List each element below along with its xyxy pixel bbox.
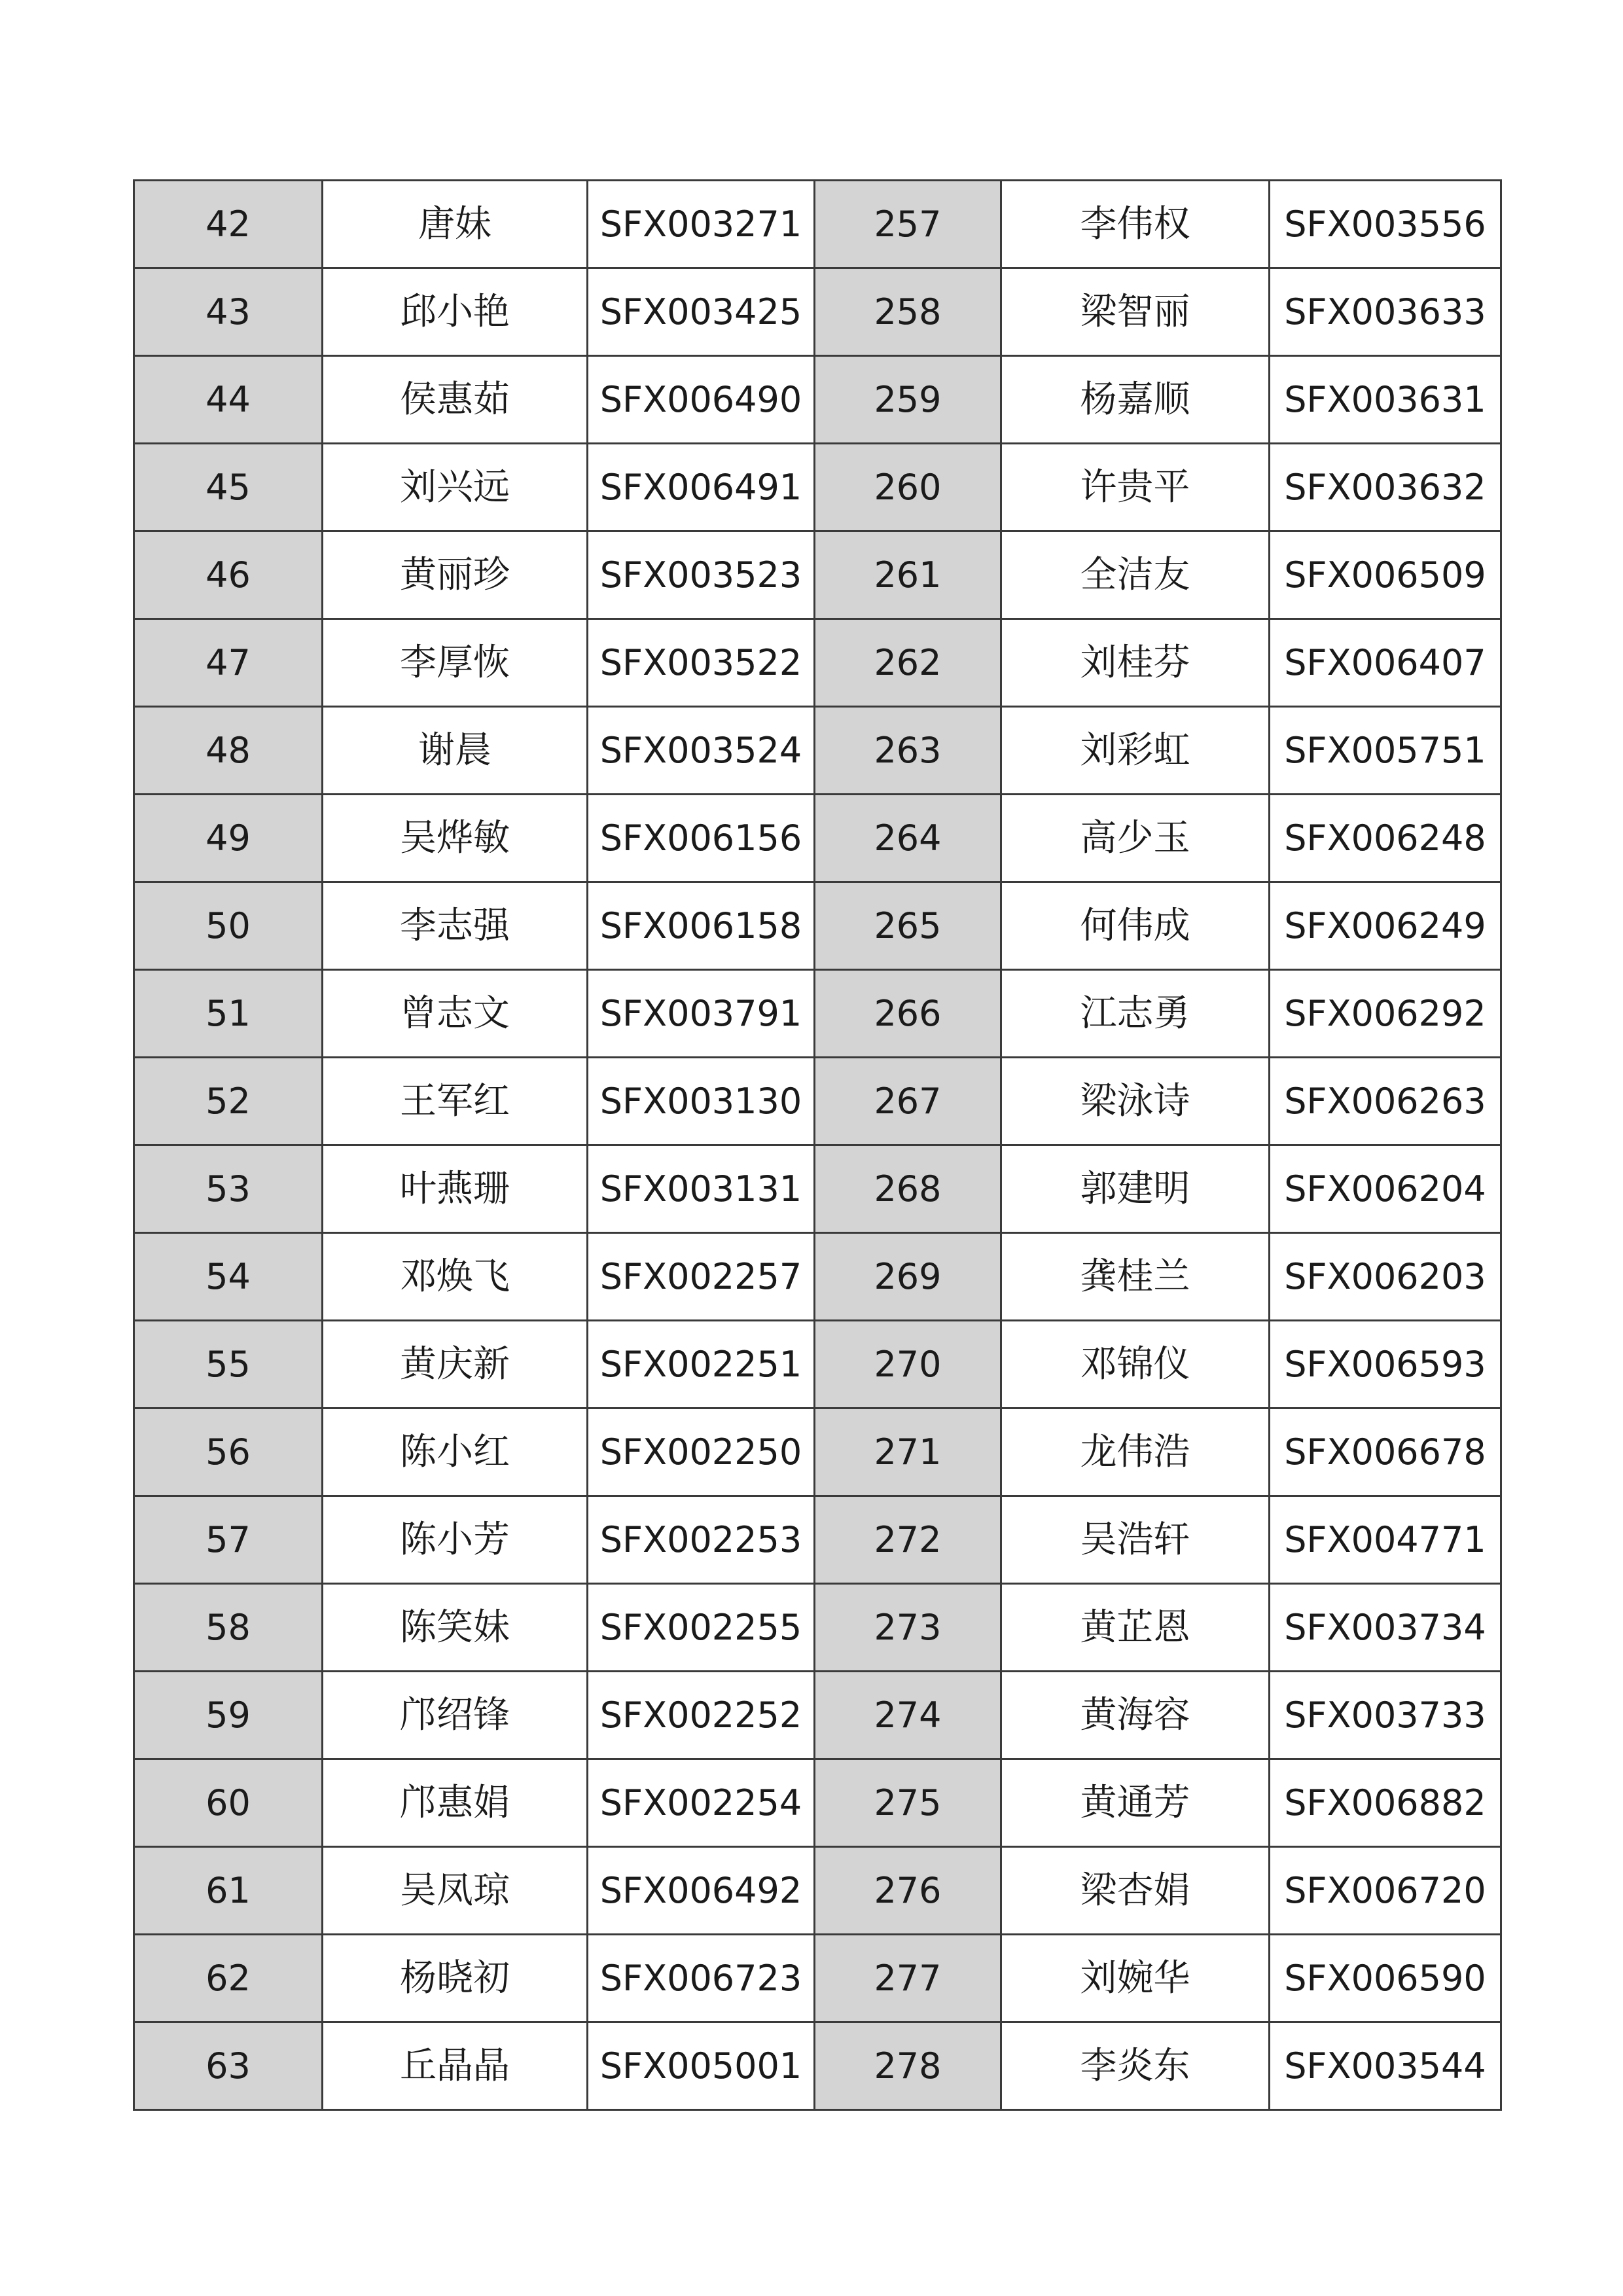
- table-row: [134, 1759, 1501, 1847]
- member-code-cell: SFX003522: [588, 619, 815, 707]
- serial-number-cell: 43: [134, 268, 323, 356]
- person-name-cell: 黄通芳: [1001, 1759, 1270, 1847]
- person-name-cell: 杨嘉顺: [1001, 356, 1270, 444]
- member-code-cell: SFX002253: [588, 1496, 815, 1584]
- person-name-cell: 全洁友: [1001, 531, 1270, 619]
- table-row: [134, 1935, 1501, 2022]
- member-code-cell: SFX006678: [1270, 1408, 1501, 1496]
- member-code-cell: SFX006203: [1270, 1233, 1501, 1321]
- serial-number-cell: 61: [134, 1847, 323, 1935]
- member-code-cell: SFX006292: [1270, 970, 1501, 1058]
- person-name-cell: 梁泳诗: [1001, 1058, 1270, 1145]
- member-code-cell: SFX002250: [588, 1408, 815, 1496]
- member-code-cell: SFX003632: [1270, 444, 1501, 531]
- person-name-cell: 刘桂芬: [1001, 619, 1270, 707]
- serial-number-cell: 267: [815, 1058, 1001, 1145]
- member-code-cell: SFX003734: [1270, 1584, 1501, 1672]
- member-code-cell: SFX006720: [1270, 1847, 1501, 1935]
- table-row: [134, 2022, 1501, 2110]
- serial-number-cell: 275: [815, 1759, 1001, 1847]
- serial-number-cell: 58: [134, 1584, 323, 1672]
- serial-number-cell: 45: [134, 444, 323, 531]
- person-name-cell: 王军红: [323, 1058, 588, 1145]
- person-name-cell: 黄庆新: [323, 1321, 588, 1408]
- person-name-cell: 龚桂兰: [1001, 1233, 1270, 1321]
- person-name-cell: 唐妹: [323, 181, 588, 268]
- table-row: [134, 882, 1501, 970]
- table-row: [134, 1321, 1501, 1408]
- member-code-cell: SFX006407: [1270, 619, 1501, 707]
- serial-number-cell: 268: [815, 1145, 1001, 1233]
- member-code-cell: SFX002257: [588, 1233, 815, 1321]
- roster-table: [133, 179, 1502, 2111]
- member-code-cell: SFX006248: [1270, 795, 1501, 882]
- person-name-cell: 黄丽珍: [323, 531, 588, 619]
- member-code-cell: SFX005751: [1270, 707, 1501, 795]
- member-code-cell: SFX006249: [1270, 882, 1501, 970]
- table-row: [134, 1584, 1501, 1672]
- table-row: [134, 707, 1501, 795]
- member-code-cell: SFX003631: [1270, 356, 1501, 444]
- serial-number-cell: 277: [815, 1935, 1001, 2022]
- member-code-cell: SFX003791: [588, 970, 815, 1058]
- person-name-cell: 江志勇: [1001, 970, 1270, 1058]
- member-code-cell: SFX003524: [588, 707, 815, 795]
- person-name-cell: 陈小芳: [323, 1496, 588, 1584]
- person-name-cell: 李炎东: [1001, 2022, 1270, 2110]
- serial-number-cell: 265: [815, 882, 1001, 970]
- serial-number-cell: 48: [134, 707, 323, 795]
- member-code-cell: SFX006723: [588, 1935, 815, 2022]
- serial-number-cell: 276: [815, 1847, 1001, 1935]
- serial-number-cell: 259: [815, 356, 1001, 444]
- person-name-cell: 邱小艳: [323, 268, 588, 356]
- member-code-cell: SFX006204: [1270, 1145, 1501, 1233]
- table-row: [134, 1145, 1501, 1233]
- member-code-cell: SFX003733: [1270, 1672, 1501, 1759]
- roster-table-body: [134, 181, 1501, 2110]
- serial-number-cell: 266: [815, 970, 1001, 1058]
- person-name-cell: 高少玉: [1001, 795, 1270, 882]
- table-row: [134, 1408, 1501, 1496]
- serial-number-cell: 44: [134, 356, 323, 444]
- person-name-cell: 刘兴远: [323, 444, 588, 531]
- member-code-cell: SFX003425: [588, 268, 815, 356]
- person-name-cell: 吴凤琼: [323, 1847, 588, 1935]
- person-name-cell: 邓锦仪: [1001, 1321, 1270, 1408]
- member-code-cell: SFX006593: [1270, 1321, 1501, 1408]
- person-name-cell: 侯惠茹: [323, 356, 588, 444]
- serial-number-cell: 57: [134, 1496, 323, 1584]
- table-row: [134, 795, 1501, 882]
- person-name-cell: 曾志文: [323, 970, 588, 1058]
- person-name-cell: 邓焕飞: [323, 1233, 588, 1321]
- serial-number-cell: 63: [134, 2022, 323, 2110]
- person-name-cell: 李伟权: [1001, 181, 1270, 268]
- table-row: [134, 1058, 1501, 1145]
- serial-number-cell: 50: [134, 882, 323, 970]
- serial-number-cell: 274: [815, 1672, 1001, 1759]
- person-name-cell: 杨晓初: [323, 1935, 588, 2022]
- serial-number-cell: 270: [815, 1321, 1001, 1408]
- person-name-cell: 许贵平: [1001, 444, 1270, 531]
- person-name-cell: 梁智丽: [1001, 268, 1270, 356]
- person-name-cell: 何伟成: [1001, 882, 1270, 970]
- serial-number-cell: 261: [815, 531, 1001, 619]
- person-name-cell: 陈笑妹: [323, 1584, 588, 1672]
- serial-number-cell: 260: [815, 444, 1001, 531]
- member-code-cell: SFX003523: [588, 531, 815, 619]
- person-name-cell: 黄海容: [1001, 1672, 1270, 1759]
- serial-number-cell: 60: [134, 1759, 323, 1847]
- serial-number-cell: 62: [134, 1935, 323, 2022]
- person-name-cell: 叶燕珊: [323, 1145, 588, 1233]
- member-code-cell: SFX006492: [588, 1847, 815, 1935]
- serial-number-cell: 271: [815, 1408, 1001, 1496]
- serial-number-cell: 53: [134, 1145, 323, 1233]
- person-name-cell: 梁杏娟: [1001, 1847, 1270, 1935]
- table-row: [134, 1496, 1501, 1584]
- member-code-cell: SFX006491: [588, 444, 815, 531]
- table-row: [134, 619, 1501, 707]
- person-name-cell: 邝绍锋: [323, 1672, 588, 1759]
- member-code-cell: SFX006882: [1270, 1759, 1501, 1847]
- person-name-cell: 陈小红: [323, 1408, 588, 1496]
- serial-number-cell: 269: [815, 1233, 1001, 1321]
- table-row: [134, 1847, 1501, 1935]
- person-name-cell: 吴烨敏: [323, 795, 588, 882]
- table-row: [134, 356, 1501, 444]
- member-code-cell: SFX006509: [1270, 531, 1501, 619]
- serial-number-cell: 273: [815, 1584, 1001, 1672]
- member-code-cell: SFX003131: [588, 1145, 815, 1233]
- member-code-cell: SFX003130: [588, 1058, 815, 1145]
- member-code-cell: SFX005001: [588, 2022, 815, 2110]
- serial-number-cell: 52: [134, 1058, 323, 1145]
- person-name-cell: 龙伟浩: [1001, 1408, 1270, 1496]
- member-code-cell: SFX002252: [588, 1672, 815, 1759]
- serial-number-cell: 49: [134, 795, 323, 882]
- member-code-cell: SFX003271: [588, 181, 815, 268]
- member-code-cell: SFX006490: [588, 356, 815, 444]
- member-code-cell: SFX006590: [1270, 1935, 1501, 2022]
- serial-number-cell: 263: [815, 707, 1001, 795]
- serial-number-cell: 42: [134, 181, 323, 268]
- serial-number-cell: 257: [815, 181, 1001, 268]
- table-row: [134, 531, 1501, 619]
- table-row: [134, 268, 1501, 356]
- table-row: [134, 444, 1501, 531]
- serial-number-cell: 56: [134, 1408, 323, 1496]
- person-name-cell: 邝惠娟: [323, 1759, 588, 1847]
- serial-number-cell: 272: [815, 1496, 1001, 1584]
- member-code-cell: SFX003544: [1270, 2022, 1501, 2110]
- table-row: [134, 970, 1501, 1058]
- member-code-cell: SFX002251: [588, 1321, 815, 1408]
- person-name-cell: 刘彩虹: [1001, 707, 1270, 795]
- table-row: [134, 1233, 1501, 1321]
- member-code-cell: SFX003556: [1270, 181, 1501, 268]
- serial-number-cell: 46: [134, 531, 323, 619]
- member-code-cell: SFX006156: [588, 795, 815, 882]
- member-code-cell: SFX002254: [588, 1759, 815, 1847]
- person-name-cell: 李志强: [323, 882, 588, 970]
- table-row: [134, 181, 1501, 268]
- table-row: [134, 1672, 1501, 1759]
- person-name-cell: 郭建明: [1001, 1145, 1270, 1233]
- member-code-cell: SFX003633: [1270, 268, 1501, 356]
- person-name-cell: 黄芷恩: [1001, 1584, 1270, 1672]
- serial-number-cell: 47: [134, 619, 323, 707]
- serial-number-cell: 54: [134, 1233, 323, 1321]
- serial-number-cell: 262: [815, 619, 1001, 707]
- member-code-cell: SFX002255: [588, 1584, 815, 1672]
- person-name-cell: 李厚恢: [323, 619, 588, 707]
- member-code-cell: SFX006158: [588, 882, 815, 970]
- member-code-cell: SFX004771: [1270, 1496, 1501, 1584]
- serial-number-cell: 258: [815, 268, 1001, 356]
- serial-number-cell: 51: [134, 970, 323, 1058]
- serial-number-cell: 59: [134, 1672, 323, 1759]
- person-name-cell: 谢晨: [323, 707, 588, 795]
- person-name-cell: 吴浩轩: [1001, 1496, 1270, 1584]
- person-name-cell: 刘婉华: [1001, 1935, 1270, 2022]
- serial-number-cell: 264: [815, 795, 1001, 882]
- person-name-cell: 丘晶晶: [323, 2022, 588, 2110]
- member-code-cell: SFX006263: [1270, 1058, 1501, 1145]
- serial-number-cell: 55: [134, 1321, 323, 1408]
- serial-number-cell: 278: [815, 2022, 1001, 2110]
